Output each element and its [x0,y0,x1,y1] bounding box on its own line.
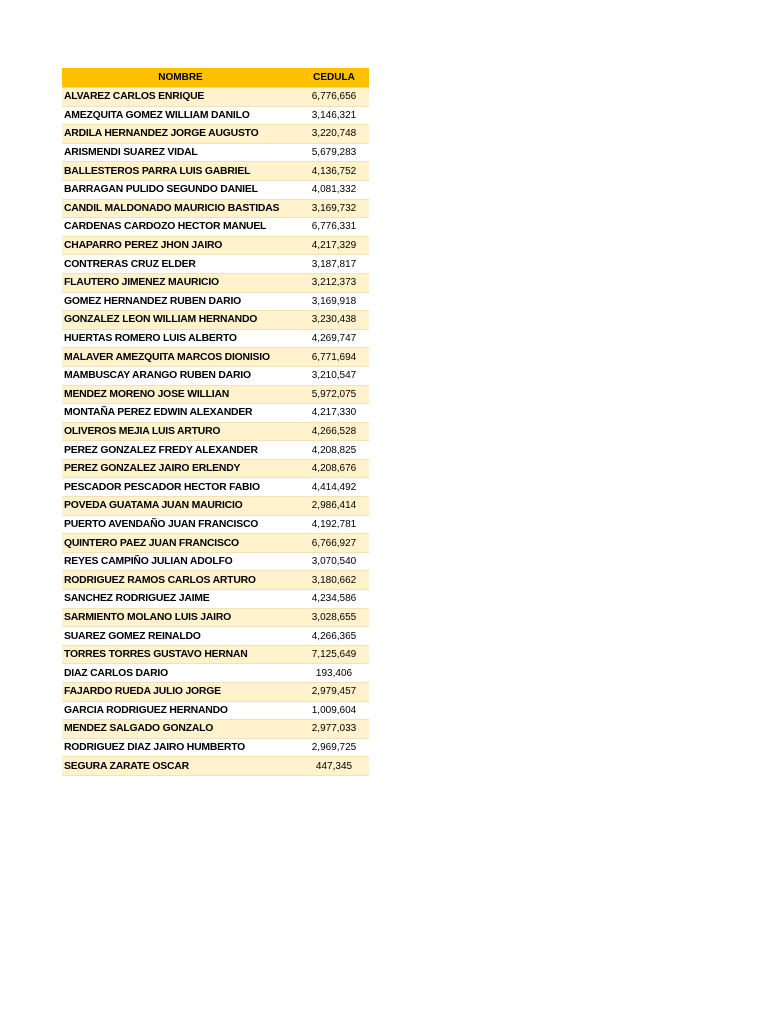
cell-nombre: MENDEZ MORENO JOSE WILLIAN [62,385,299,404]
cell-nombre: FAJARDO RUEDA JULIO JORGE [62,683,299,702]
table-row [62,385,369,404]
table-body [62,88,369,776]
cell-cedula: 3,230,438 [299,311,369,330]
table-row [62,478,369,497]
table-row [62,218,369,237]
cell-nombre: CARDENAS CARDOZO HECTOR MANUEL [62,218,299,237]
table-row [62,162,369,181]
table-row [62,255,369,274]
table-row [62,143,369,162]
cell-nombre: GOMEZ HERNANDEZ RUBEN DARIO [62,292,299,311]
table-row [62,311,369,330]
cell-nombre: QUINTERO PAEZ JUAN FRANCISCO [62,534,299,553]
cell-nombre: ARISMENDI SUAREZ VIDAL [62,143,299,162]
cell-cedula: 4,208,676 [299,459,369,478]
table-row [62,348,369,367]
cell-cedula: 2,979,457 [299,683,369,702]
cell-nombre: SARMIENTO MOLANO LUIS JAIRO [62,608,299,627]
cell-nombre: SUAREZ GOMEZ REINALDO [62,627,299,646]
cell-cedula: 3,028,655 [299,608,369,627]
table-row [62,738,369,757]
table-row [62,125,369,144]
cell-nombre: RODRIGUEZ RAMOS CARLOS ARTURO [62,571,299,590]
cell-nombre: TORRES TORRES GUSTAVO HERNAN [62,645,299,664]
cell-nombre: GONZALEZ LEON WILLIAM HERNANDO [62,311,299,330]
cell-nombre: MONTAÑA PEREZ EDWIN ALEXANDER [62,404,299,423]
cell-nombre: MALAVER AMEZQUITA MARCOS DIONISIO [62,348,299,367]
table-row [62,590,369,609]
cell-nombre: MENDEZ SALGADO GONZALO [62,720,299,739]
table-row [62,720,369,739]
cell-cedula: 6,776,656 [299,88,369,107]
cell-cedula: 4,234,586 [299,590,369,609]
cell-nombre: REYES CAMPIÑO JULIAN ADOLFO [62,552,299,571]
cell-nombre: AMEZQUITA GOMEZ WILLIAM DANILO [62,106,299,125]
cell-nombre: FLAUTERO JIMENEZ MAURICIO [62,273,299,292]
table-row [62,627,369,646]
cell-cedula: 2,986,414 [299,497,369,516]
table-row [62,459,369,478]
table-row [62,701,369,720]
cell-cedula: 3,180,662 [299,571,369,590]
cell-cedula: 4,269,747 [299,329,369,348]
cell-nombre: PESCADOR PESCADOR HECTOR FABIO [62,478,299,497]
cell-cedula: 4,217,330 [299,404,369,423]
cell-nombre: HUERTAS ROMERO LUIS ALBERTO [62,329,299,348]
cell-cedula: 4,266,528 [299,422,369,441]
cell-cedula: 3,169,732 [299,199,369,218]
table-row [62,515,369,534]
cell-nombre: DIAZ CARLOS DARIO [62,664,299,683]
table-row [62,106,369,125]
cell-nombre: PEREZ GONZALEZ FREDY ALEXANDER [62,441,299,460]
cell-nombre: ARDILA HERNANDEZ JORGE AUGUSTO [62,125,299,144]
cell-cedula: 6,776,331 [299,218,369,237]
cell-cedula: 3,210,547 [299,366,369,385]
table-row [62,236,369,255]
table-row [62,329,369,348]
table-row [62,180,369,199]
cell-cedula: 4,414,492 [299,478,369,497]
cell-cedula: 4,208,825 [299,441,369,460]
cell-nombre: CANDIL MALDONADO MAURICIO BASTIDAS [62,199,299,218]
cell-cedula: 3,169,918 [299,292,369,311]
cell-cedula: 4,081,332 [299,180,369,199]
table-row [62,422,369,441]
cell-nombre: CHAPARRO PEREZ JHON JAIRO [62,236,299,255]
cell-nombre: BALLESTEROS PARRA LUIS GABRIEL [62,162,299,181]
cell-cedula: 2,977,033 [299,720,369,739]
cell-cedula: 4,192,781 [299,515,369,534]
cell-cedula: 3,212,373 [299,273,369,292]
cell-cedula: 4,266,365 [299,627,369,646]
table-row [62,199,369,218]
cell-cedula: 6,766,927 [299,534,369,553]
table-row [62,441,369,460]
table-row [62,571,369,590]
cell-nombre: GARCIA RODRIGUEZ HERNANDO [62,701,299,720]
table-row [62,608,369,627]
cell-nombre: BARRAGAN PULIDO SEGUNDO DANIEL [62,180,299,199]
table-row [62,757,369,776]
cell-nombre: SANCHEZ RODRIGUEZ JAIME [62,590,299,609]
table-row [62,366,369,385]
cell-cedula: 1,009,604 [299,701,369,720]
table-row [62,273,369,292]
table-row [62,88,369,107]
cell-cedula: 5,679,283 [299,143,369,162]
cell-nombre: PUERTO AVENDAÑO JUAN FRANCISCO [62,515,299,534]
cell-nombre: PEREZ GONZALEZ JAIRO ERLENDY [62,459,299,478]
cell-cedula: 4,217,329 [299,236,369,255]
table-row [62,683,369,702]
header-cedula: CEDULA [299,68,369,88]
table-row [62,292,369,311]
cell-cedula: 6,771,694 [299,348,369,367]
cell-cedula: 447,345 [299,757,369,776]
cell-cedula: 3,146,321 [299,106,369,125]
cell-cedula: 193,406 [299,664,369,683]
cell-cedula: 7,125,649 [299,645,369,664]
cell-cedula: 3,187,817 [299,255,369,274]
table-row [62,534,369,553]
table-row [62,497,369,516]
cell-nombre: RODRIGUEZ DIAZ JAIRO HUMBERTO [62,738,299,757]
cell-nombre: SEGURA ZARATE OSCAR [62,757,299,776]
cell-nombre: OLIVEROS MEJIA LUIS ARTURO [62,422,299,441]
names-cedula-table [62,68,369,776]
cell-cedula: 2,969,725 [299,738,369,757]
cell-nombre: ALVAREZ CARLOS ENRIQUE [62,88,299,107]
table-header-row [62,68,369,88]
cell-cedula: 4,136,752 [299,162,369,181]
table-row [62,664,369,683]
cell-nombre: CONTRERAS CRUZ ELDER [62,255,299,274]
header-nombre: NOMBRE [62,68,299,88]
cell-nombre: MAMBUSCAY ARANGO RUBEN DARIO [62,366,299,385]
table-row [62,404,369,423]
cell-cedula: 3,070,540 [299,552,369,571]
cell-cedula: 3,220,748 [299,125,369,144]
table-row [62,552,369,571]
table-row [62,645,369,664]
cell-cedula: 5,972,075 [299,385,369,404]
cell-nombre: POVEDA GUATAMA JUAN MAURICIO [62,497,299,516]
